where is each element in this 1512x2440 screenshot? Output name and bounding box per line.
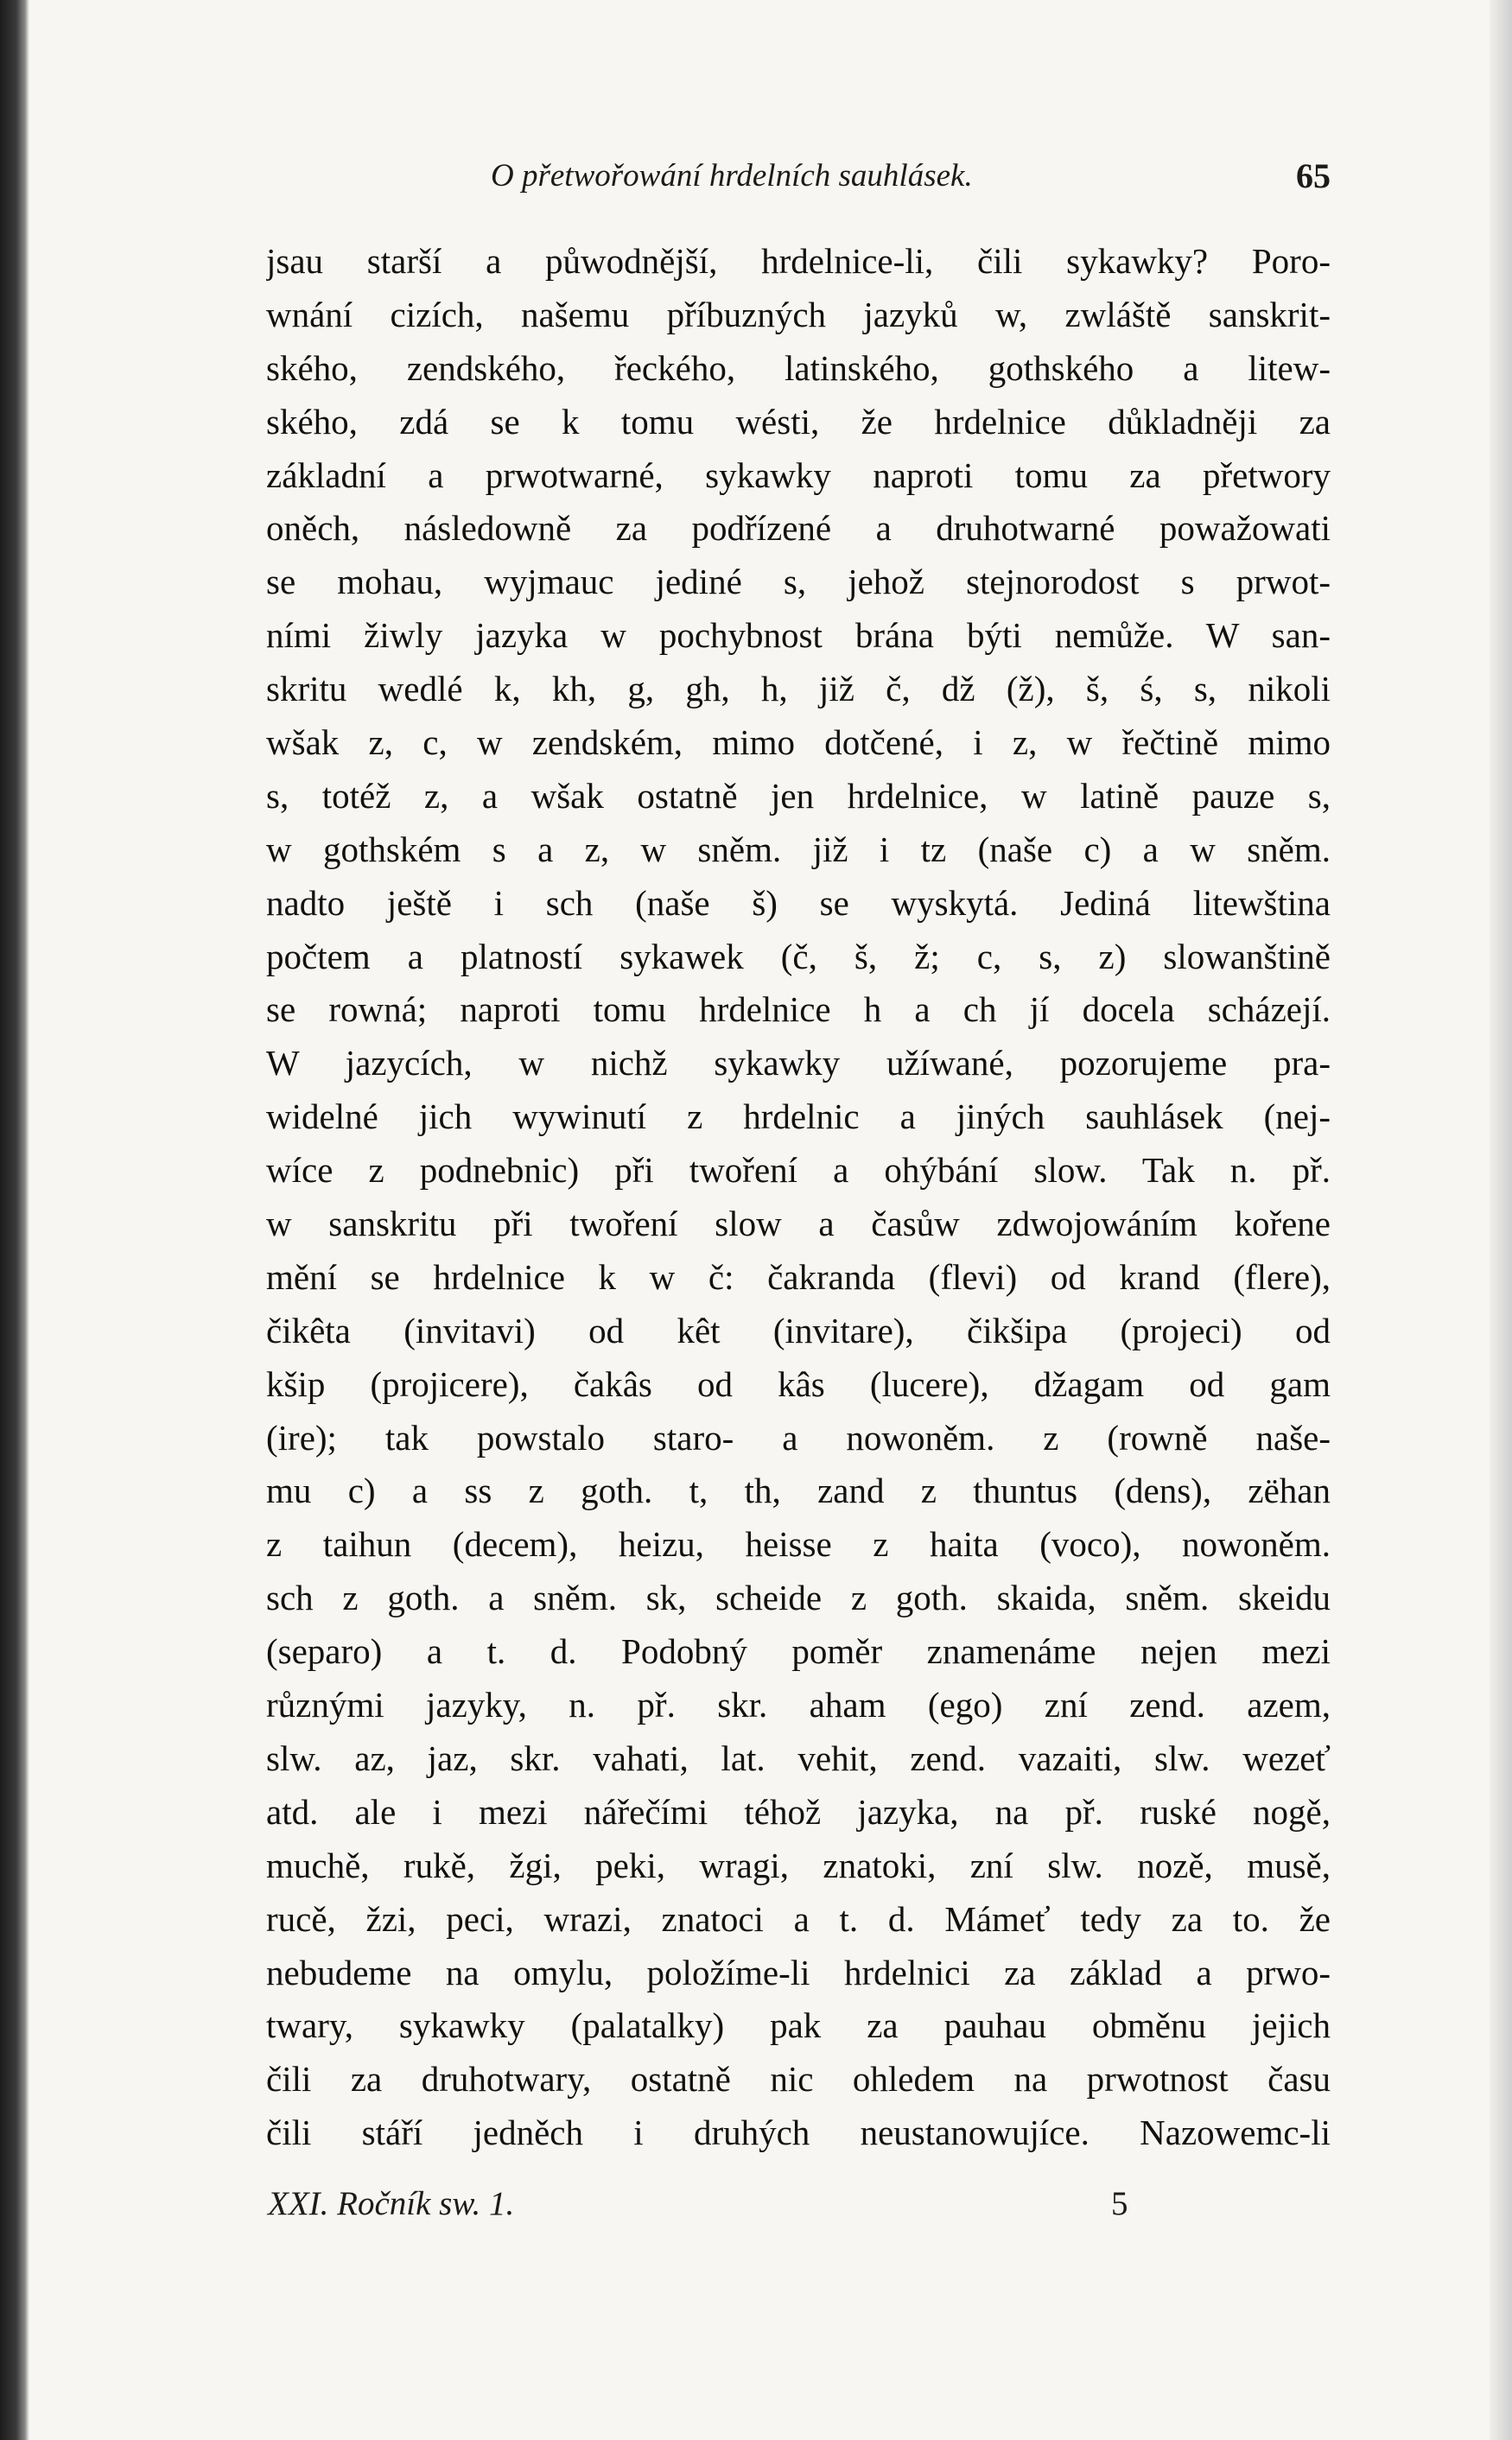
text-line: rucě, žzi, peci, wrazi, znatoci a t. d. Mámeť tedy za to. že <box>266 1898 1331 1939</box>
page-footer <box>268 2184 1132 2236</box>
text-line: se rowná; naproti tomu hrdelnice h a ch jí docela scházejí. <box>266 989 1331 1030</box>
binding-shadow <box>0 0 29 2440</box>
text-line: jsau starší a půwodnější, hrdelnice-li, čili sykawky? Poro- <box>266 241 1331 281</box>
text-line: mění se hrdelnice k w č: čakranda (flevi) od krand (flere), <box>266 1256 1331 1297</box>
text-line: ského, zdá se k tomu wésti, že hrdelnice důkladněji za <box>266 401 1331 442</box>
text-line: sch z goth. a sněm. sk, scheide z goth. skaida, sněm. skeidu <box>266 1578 1331 1618</box>
text-line: čili stáří jedněch i druhých neustanowujíce. Nazowemc-li <box>266 2113 1331 2153</box>
text-line: wnání cizích, našemu příbuzných jazyků w, zwláště sanskrit- <box>266 294 1331 334</box>
text-line: kšip (projicere), čakâs od kâs (lucere), džagam od gam <box>266 1363 1331 1404</box>
page-edge <box>1490 0 1512 2440</box>
text-line: widelné jich wywinutí z hrdelnic a jiných sauhlásek (nej- <box>266 1096 1331 1137</box>
text-line: se mohau, wyjmauc jediné s, jehož stejnorodost s prwot- <box>266 562 1331 602</box>
text-line: základní a prwotwarné, sykawky naproti tomu za přetwory <box>266 454 1331 495</box>
text-line: twary, sykawky (palatalky) pak za pauhau obměnu jejich <box>266 2005 1331 2046</box>
text-line: atd. ale i mezi nářečími téhož jazyka, na př. ruské nogě, <box>266 1791 1331 1832</box>
text-line: skritu wedlé k, kh, g, gh, h, již č, dž (ž), š, ś, s, nikoli <box>266 669 1331 709</box>
text-line: čikêta (invitavi) od kêt (invitare), čikšipa (projeci) od <box>266 1310 1331 1350</box>
text-line: W jazycích, w nichž sykawky užíwané, pozorujeme pra- <box>266 1043 1331 1083</box>
text-line: (separo) a t. d. Podobný poměr znamenáme nejen mezi <box>266 1631 1331 1672</box>
text-line: různými jazyky, n. př. skr. aham (ego) zní zend. azem, <box>266 1685 1331 1725</box>
sheet-number: 5 <box>1111 2185 1128 2222</box>
page-number: 65 <box>1296 156 1331 195</box>
text-line: wíce z podnebnic) při twoření a ohýbání slow. Tak n. př. <box>266 1150 1331 1191</box>
text-line: oněch, následowně za podřízené a druhotwarné powažowati <box>266 508 1331 549</box>
text-line: čili za druhotwary, ostatně nic ohledem na prwotnost času <box>266 2059 1331 2100</box>
text-line: nebudeme na omylu, položíme-li hrdelnici za základ a prwo- <box>266 1952 1331 1992</box>
text-line: ského, zendského, řeckého, latinského, gothského a litew- <box>266 347 1331 388</box>
text-line: mu c) a ss z goth. t, th, zand z thuntus (dens), zëhan <box>266 1471 1331 1511</box>
signature-mark: XXI. Ročník sw. 1. <box>268 2185 515 2222</box>
text-line: w gothském s a z, w sněm. již i tz (naše c) a w sněm. <box>266 829 1331 869</box>
page-header <box>268 156 1331 207</box>
text-line: nadto ještě i sch (naše š) se wyskytá. Jediná litewština <box>266 882 1331 923</box>
text-line: (ire); tak powstalo staro- a nowoněm. z (rowně naše- <box>266 1417 1331 1458</box>
text-line: slw. az, jaz, skr. vahati, lat. vehit, zend. vazaiti, slw. wezeť <box>266 1738 1331 1778</box>
body-text <box>266 235 1331 2160</box>
text-line: w sanskritu při twoření slow a časůw zdwojowáním kořene <box>266 1204 1331 1244</box>
text-line: s, totéž z, a wšak ostatně jen hrdelnice, w latině pauze s, <box>266 775 1331 816</box>
text-line: ními žiwly jazyka w pochybnost brána býti nemůže. W san- <box>266 615 1331 656</box>
running-title: O přetwořowání hrdelních sauhlásek. <box>491 158 973 194</box>
text-line: muchě, rukě, žgi, peki, wragi, znatoki, zní slw. nozě, musě, <box>266 1845 1331 1885</box>
text-line: z taihun (decem), heizu, heisse z haita (voco), nowoněm. <box>266 1524 1331 1565</box>
text-line: wšak z, c, w zendském, mimo dotčené, i z, w řečtině mimo <box>266 722 1331 763</box>
text-line: počtem a platností sykawek (č, š, ž; c, s, z) slowanštině <box>266 936 1331 976</box>
